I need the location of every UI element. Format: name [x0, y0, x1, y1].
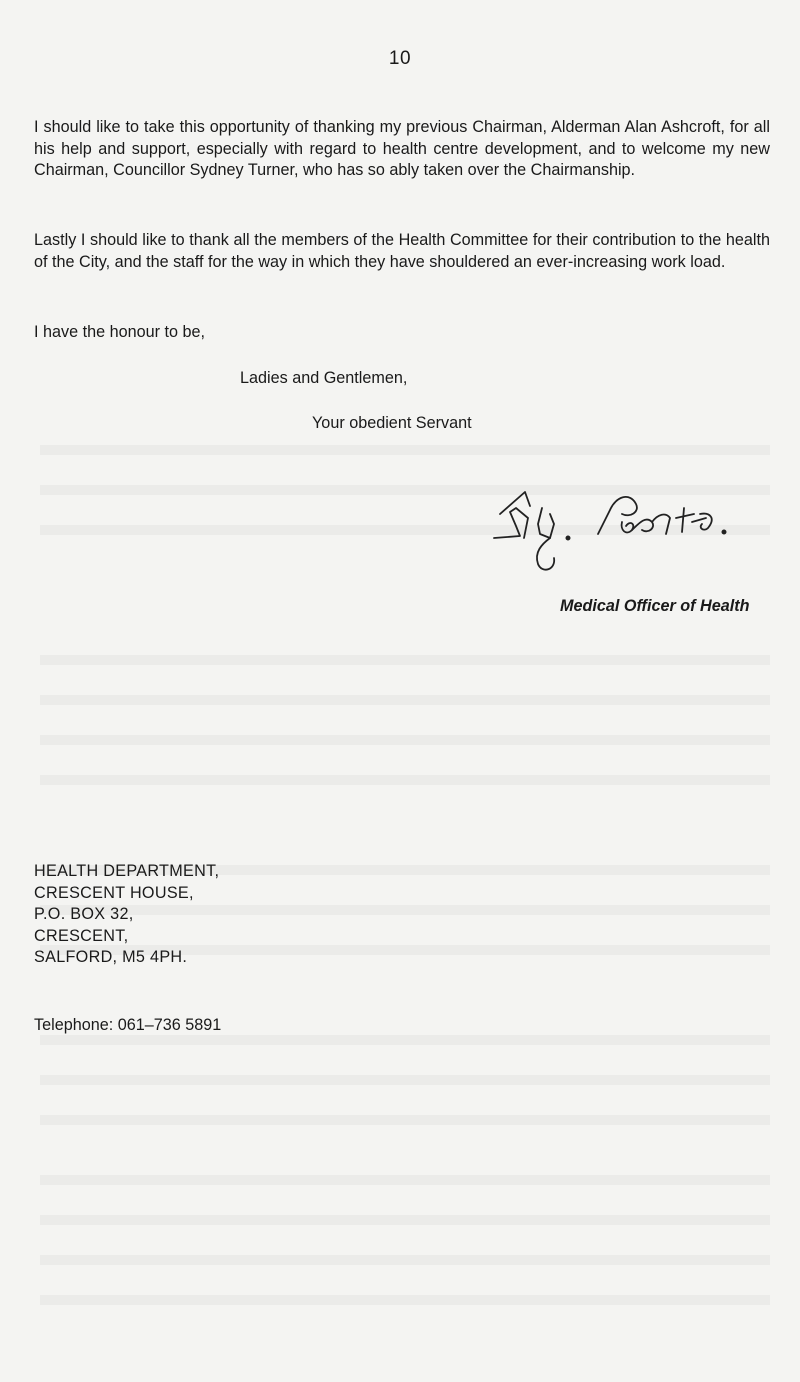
address-line-po-box: P.O. BOX 32,	[34, 905, 134, 923]
address-block	[34, 861, 219, 969]
address-line-building: CRESCENT HOUSE,	[34, 883, 194, 902]
page-number: 10	[388, 48, 412, 69]
handwritten-signature	[480, 478, 750, 578]
address-line-city: SALFORD, M5 4PH.	[34, 948, 188, 966]
paragraph-thanks-chairman: I should like to take this opportunity of thanking my previous Chairman, Alderman Alan Ashcroft, for all his help and support, especially with regard to health centre development, and to welcome my new Chairman, Councillor Sydney Turner, who has so ably taken over the Chairmanship.	[34, 118, 770, 179]
address-line-department: HEALTH DEPARTMENT,	[34, 862, 220, 880]
paragraph-honour: I have the honour to be,	[34, 323, 205, 341]
address-line-street: CRESCENT,	[34, 926, 129, 945]
obedient-servant: Your obedient Servant	[312, 414, 472, 432]
signatory-title: Medical Officer of Health	[560, 597, 750, 615]
telephone-number: Telephone: 061–736 5891	[34, 1016, 222, 1034]
paragraph-thanks-committee: Lastly I should like to thank all the members of the Health Committee for their contribution to the health of the City, and the staff for the way in which they have shouldered an ever-increasing work load.	[34, 231, 770, 271]
salutation: Ladies and Gentlemen,	[240, 369, 408, 387]
